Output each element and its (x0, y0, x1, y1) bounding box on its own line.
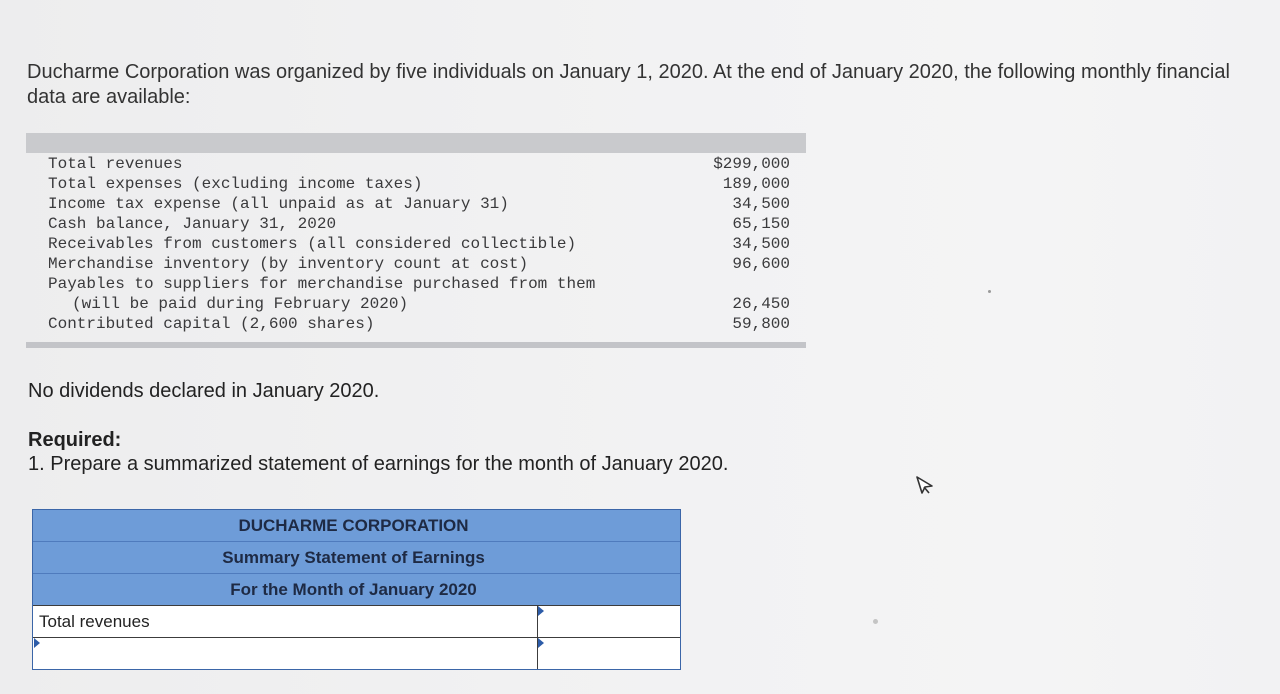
table-row (33, 606, 680, 638)
table-row (26, 314, 806, 334)
line-item-amount-input[interactable] (537, 638, 679, 669)
table-row (26, 154, 806, 174)
row-label: Receivables from customers (all considered collectible) (48, 235, 577, 253)
table-row (26, 194, 806, 214)
intro-paragraph: Ducharme Corporation was organized by five individuals on January 1, 2020. At the end of January 2020, the following monthly financial data are available: (27, 61, 1230, 108)
table-row (26, 294, 806, 314)
row-value: $299,000 (713, 155, 790, 173)
row-value: 26,450 (732, 295, 790, 313)
table-row (26, 274, 806, 294)
statement-period: For the Month of January 2020 (33, 574, 680, 606)
table-row (26, 174, 806, 194)
decorative-dot (988, 290, 991, 293)
revenue-label-cell (33, 606, 536, 637)
dropdown-marker-icon (538, 638, 544, 648)
row-label: Cash balance, January 31, 2020 (48, 215, 337, 233)
table-row (33, 638, 680, 669)
statement-title: Summary Statement of Earnings (33, 542, 680, 574)
table-bottom-bar (26, 342, 806, 348)
row-value: 34,500 (732, 195, 790, 213)
revenue-amount-input[interactable] (537, 606, 679, 637)
row-label: Income tax expense (all unpaid as at January 31) (48, 195, 509, 213)
row-value: 189,000 (722, 175, 790, 193)
decorative-dot (873, 619, 878, 624)
line-item-select[interactable] (33, 638, 536, 669)
row-label: Merchandise inventory (by inventory count at cost) (48, 255, 529, 273)
dropdown-marker-icon (538, 606, 544, 616)
financial-data-table (26, 133, 806, 349)
row-value: 59,800 (732, 315, 790, 333)
table-row (26, 254, 806, 274)
row-label: (will be paid during February 2020) (72, 295, 409, 313)
row-value: 96,600 (732, 255, 790, 273)
question-text: 1. Prepare a summarized statement of earnings for the month of January 2020. (28, 453, 729, 475)
statement-company: DUCHARME CORPORATION (33, 510, 680, 542)
table-top-bar (26, 133, 806, 153)
row-label: Total expenses (excluding income taxes) (48, 175, 423, 193)
row-value: 34,500 (732, 235, 790, 253)
table-row (26, 234, 806, 254)
row-label: Total revenues (48, 155, 183, 173)
row-value: 65,150 (732, 215, 790, 233)
dividends-note: No dividends declared in January 2020. (28, 380, 380, 402)
row-label: Total revenues (39, 612, 150, 631)
mouse-cursor-icon (913, 473, 937, 497)
required-heading: Required: (28, 429, 122, 451)
row-label: Payables to suppliers for merchandise purchased from them (48, 275, 596, 293)
dropdown-marker-icon (34, 638, 40, 648)
table-row (26, 214, 806, 234)
earnings-statement (32, 509, 681, 670)
row-label: Contributed capital (2,600 shares) (48, 315, 375, 333)
